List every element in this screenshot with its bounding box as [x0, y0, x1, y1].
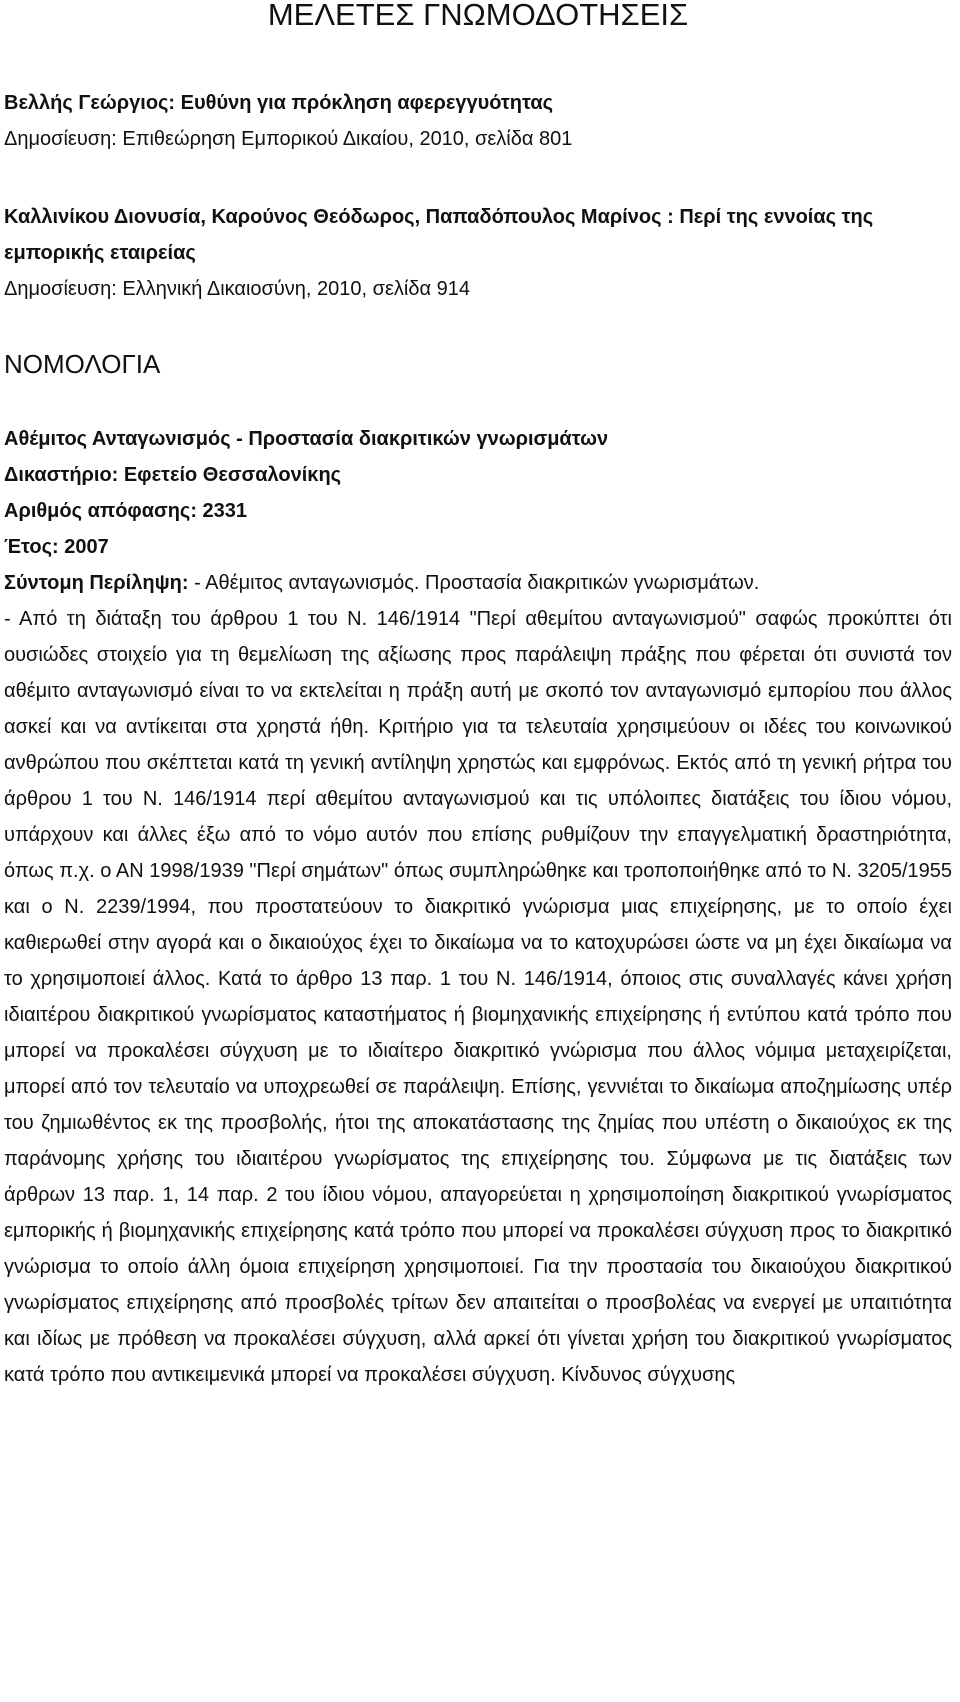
case-court [4, 457, 952, 493]
study-entry-1 [4, 85, 952, 157]
year-value: 2007 [64, 536, 109, 558]
court-value: Εφετείο Θεσσαλονίκης [123, 464, 342, 486]
entry-title: Καλλινίκου Διονυσία, Καρούνος Θεόδωρος, Παπαδόπουλος Μαρίνος : Περί της εννοίας της εμπορικής εταιρείας [4, 206, 874, 264]
case-record [4, 421, 952, 1393]
case-heading: Αθέμιτος Ανταγωνισμός - Προστασία διακριτικών γνωρισμάτων [4, 428, 609, 450]
study-entry-2 [4, 199, 952, 307]
decision-value: 2331 [202, 500, 248, 522]
case-decision [4, 493, 952, 529]
court-label: Δικαστήριο: [4, 464, 119, 486]
case-summary-intro [4, 565, 952, 601]
summary-intro: - Αθέμιτος ανταγωνισμός. Προστασία διακριτικών γνωρισμάτων. [188, 572, 760, 594]
document-title: ΜΕΛΕΤΕΣ ΓΝΩΜΟΔΟΤΗΣΕΙΣ [267, 0, 689, 32]
year-label: Έτος: [4, 536, 59, 558]
entry-title: Βελλής Γεώργιος: Ευθύνη για πρόκληση αφερεγγυότητας [4, 92, 554, 114]
case-year [4, 529, 952, 565]
decision-label: Αριθμός απόφασης: [4, 500, 197, 522]
entry-publication: Δημοσίευση: Ελληνική Δικαιοσύνη, 2010, σελίδα 914 [4, 278, 470, 300]
summary-body: - Από τη διάταξη του άρθρου 1 του Ν. 146/1914 "Περί αθεμίτου ανταγωνισμού" σαφώς προκύπτει ότι ουσιώδες στοιχείο για τη θεμελίωση της αξίωσης προς παράλειψη πράξης που φέρεται ότι συνιστά τον αθέμιτο ανταγωνισμό είναι το να εκτελείται η πράξη αυτή με σκοπό τον ανταγωνισμό εμπορίου που άλλος ασκεί και να αντίκειται στα χρηστά ήθη. Κριτήριο για τα τελευταία χρησιμεύουν οι ιδέες του κοινωνικού ανθρώπου που σκέπτεται κατά τη γενική αντίληψη χρηστώς και εμφρόνως. Εκτός από τη γενική ρήτρα του άρθρου 1 του Ν. 146/1914 περί αθεμίτου ανταγωνισμού και τις υπόλοιπες διατάξεις του ίδιου νόμου, υπάρχουν και άλλες έξω από το νόμο αυτόν που επίσης ρυθμίζουν την επαγγελματική δραστηριότητα, όπως π.χ. ο ΑΝ 1998/1939 "Περί σημάτων" όπως συμπληρώθηκε και τροποποιήθηκε από το Ν. 3205/1955 και ο Ν. 2239/1994, που προστατεύουν το διακριτικό γνώρισμα μιας επιχείρησης, με το οποίο έχει καθιερωθεί στην αγορά και ο δικαιούχος έχει το δικαίωμα να το κατοχυρώσει ώστε να μη έχει δικαίωμα να το χρησιμοποιεί άλλος. Κατά το άρθρο 13 παρ. 1 του Ν. 146/1914, όποιος στις συναλλαγές κάνει χρήση ιδιαιτέρου διακριτικού γνωρίσματος καταστήματος ή βιομηχανικής επιχείρησης ή εντύπου κατά τρόπο που μπορεί να προκαλέσει σύγχυση με το ιδιαίτερο διακριτικό γνώρισμα που άλλος νόμιμα μεταχειρίζεται, μπορεί από τον τελευταίο να υποχρεωθεί σε παράλειψη. Επίσης, γεννιέται το δικαίωμα αποζημίωσης υπέρ του ζημιωθέντος εκ της προσβολής, ήτοι της αποκατάστασης της ζημίας που υπέστη ο δικαιούχος εκ της παράνομης χρήσης του ιδιαιτέρου γνωρίσματος της επιχείρησης του. Σύμφωνα με τις διατάξεις των άρθρων 13 παρ. 1, 14 παρ. 2 του ίδιου νόμου, απαγορεύεται η χρησιμοποίηση διακριτικού γνωρίσματος εμπορικής ή βιομηχανικής επιχείρησης κατά τρόπο που μπορεί να προκαλέσει σύγχυση προς το διακριτικό γνώρισμα το οποίο άλλη όμοια επιχείρηση χρησιμοποιεί. Για την προστασία του δικαιούχου διακριτικού γνωρίσματος επιχείρησης από προσβολές τρίτων δεν απαιτείται ο προσβολέας να ενεργεί με υπαιτιότητα και ιδίως με πρόθεση να προκαλέσει σύγχυση, αλλά αρκεί ότι γίνεται χρήση του διακριτικού γνωρίσματος κατά τρόπο που αντικειμενικά μπορεί να προκαλέσει σύγχυση. Κίνδυνος σύγχυσης [4, 608, 952, 1386]
section-title: ΝΟΜΟΛΟΓΙΑ [4, 349, 161, 379]
entry-publication: Δημοσίευση: Επιθεώρηση Εμπορικού Δικαίου, 2010, σελίδα 801 [4, 128, 573, 150]
summary-label: Σύντομη Περίληψη: [4, 572, 189, 594]
